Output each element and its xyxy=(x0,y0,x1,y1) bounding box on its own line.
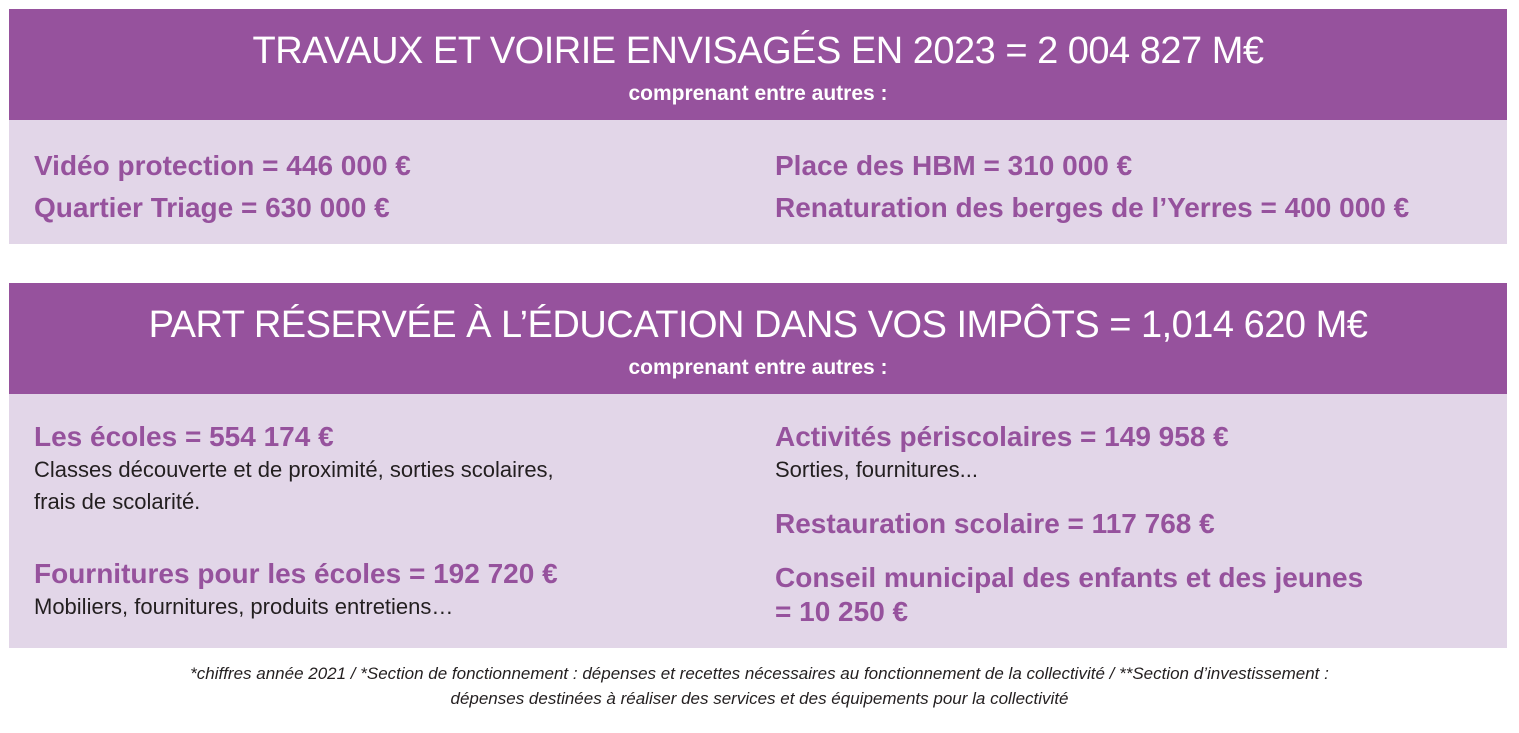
ecoles-title: Les écoles = 554 174 € xyxy=(34,421,334,452)
renaturation-berges-item: Renaturation des berges de l’Yerres = 400 000 € xyxy=(775,192,1410,223)
footnote xyxy=(0,661,1519,711)
ecoles-item xyxy=(34,420,554,518)
conseil-municipal-title-line1: Conseil municipal des enfants et des jeunes xyxy=(775,562,1364,593)
ecoles-desc-line2: frais de scolarité. xyxy=(34,489,201,514)
fournitures-ecoles-title: Fournitures pour les écoles = 192 720 € xyxy=(34,558,558,589)
education-left-column xyxy=(34,394,734,648)
education-subtitle: comprenant entre autres : xyxy=(628,356,888,379)
education-body xyxy=(9,394,1507,648)
fournitures-ecoles-desc: Mobiliers, fournitures, produits entretiens… xyxy=(34,594,454,619)
travaux-title: TRAVAUX ET VOIRIE ENVISAGÉS EN 2023 = 2 004 827 M€ xyxy=(252,30,1264,72)
video-protection-item: Vidéo protection = 446 000 € xyxy=(34,150,411,181)
restauration-item xyxy=(775,507,1215,541)
footnote-line1: *chiffres année 2021 / *Section de fonctionnement : dépenses et recettes nécessaires au fonctionnement de la collectivité / **Section d’investissement : xyxy=(190,664,1329,683)
travaux-left-column xyxy=(34,145,411,229)
education-right-column xyxy=(775,394,1495,648)
place-hbm-item: Place des HBM = 310 000 € xyxy=(775,150,1133,181)
conseil-municipal-title-line2: = 10 250 € xyxy=(775,596,909,627)
ecoles-desc-line1: Classes découverte et de proximité, sorties scolaires, xyxy=(34,457,554,482)
periscolaires-desc: Sorties, fournitures... xyxy=(775,457,978,482)
travaux-header xyxy=(9,9,1507,120)
quartier-triage-item: Quartier Triage = 630 000 € xyxy=(34,192,390,223)
travaux-body xyxy=(9,120,1507,244)
periscolaires-item xyxy=(775,420,1229,486)
fournitures-ecoles-item xyxy=(34,557,558,623)
periscolaires-title: Activités périscolaires = 149 958 € xyxy=(775,421,1229,452)
conseil-municipal-item xyxy=(775,561,1363,629)
education-block xyxy=(9,283,1507,648)
restauration-title: Restauration scolaire = 117 768 € xyxy=(775,508,1215,539)
travaux-right-column xyxy=(775,145,1409,229)
travaux-subtitle: comprenant entre autres : xyxy=(628,82,888,105)
travaux-voirie-block xyxy=(9,9,1507,244)
education-header xyxy=(9,283,1507,394)
education-title: PART RÉSERVÉE À L’ÉDUCATION DANS VOS IMPÔTS = 1,014 620 M€ xyxy=(148,304,1368,346)
footnote-line2: dépenses destinées à réaliser des services et des équipements pour la collectivité xyxy=(450,689,1069,708)
